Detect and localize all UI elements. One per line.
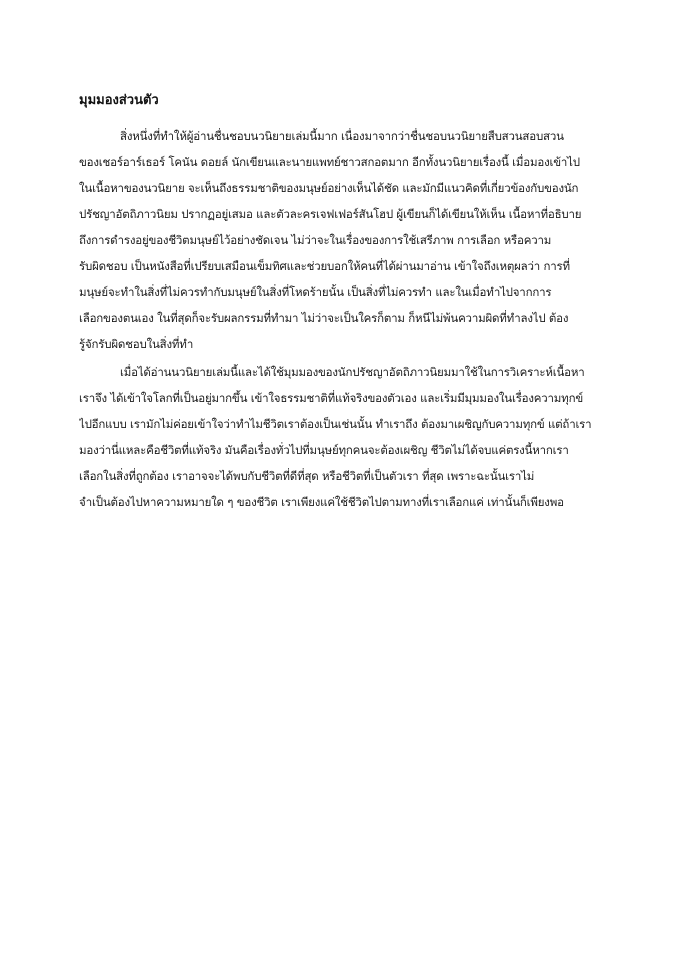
paragraph-2-line-4: มองว่านี่แหละคือชีวิตที่แท้จริง มันคือเรื่องทั่วไปที่มนุษย์ทุกคนจะต้องเผชิญ ชีวิตไม่ได้จบแค่ตรงนี้หากเรา — [79, 443, 569, 457]
paragraph-2-line-3: ไปอีกแบบ เรามักไม่ค่อยเข้าใจว่าทำไมชีวิตเราต้องเป็นเช่นนั้น ทำเราถึง ต้องมาเผชิญกับความทุกข์ แต่ถ้าเรา — [79, 417, 592, 431]
paragraph-1-line-5: ถึงการดำรงอยู่ของชีวิตมนุษย์ไว้อย่างชัดเจน ไม่ว่าจะในเรื่องของการใช้เสรีภาพ การเลือก หรือความ — [79, 233, 552, 247]
paragraph-1-line-7: มนุษย์จะทำในสิ่งที่ไม่ควรทำกับมนุษย์ในสิ่งที่โหดร้ายนั้น เป็นสิ่งที่ไม่ควรทำ และในเมื่อทำไปจากการ — [79, 285, 552, 299]
paragraph-2-line-6: จำเป็นต้องไปหาความหมายใด ๆ ของชีวิต เราเพียงแค่ใช้ชีวิตไปตามทางที่เราเลือกแค่ เท่านั้นก็เพียงพอ — [79, 495, 564, 509]
paragraph-2-line-2: เราจึง ได้เข้าใจโลกที่เป็นอยู่มากขึ้น เข้าใจธรรมชาติที่แท้จริงของตัวเอง และเริ่มมีมุมมองในเรื่องความทุกข์ — [79, 391, 583, 405]
paragraph-1-line-4: ปรัชญาอัตถิภาวนิยม ปรากฏอยู่เสมอ และตัวละครเจฟเฟอร์สันโฮป ผู้เขียนก็ได้เขียนให้เห็น เนื้อหาที่อธิบาย — [79, 207, 582, 221]
paragraph-1-line-8: เลือกของตนเอง ในที่สุดก็จะรับผลกรรมที่ทำมา ไม่ว่าจะเป็นใครก็ตาม ก็หนีไม่พ้นความผิดที่ทำลงไป ต้อง — [79, 311, 569, 325]
section-heading: มุมมองส่วนตัว — [79, 93, 159, 108]
paragraph-2-line-5: เลือกในสิ่งที่ถูกต้อง เราอาจจะได้พบกับชีวิตที่ดีที่สุด หรือชีวิตที่เป็นตัวเรา ที่สุด เพราะฉะนั้นเราไม่ — [79, 469, 535, 483]
paragraph-1-line-9: รู้จักรับผิดชอบในสิ่งที่ทำ — [79, 337, 194, 351]
paragraph-1-line-1: สิ่งหนึ่งที่ทำให้ผู้อ่านชื่นชอบนวนิยายเล่มนี้มาก เนื่องมาจากว่าชื่นชอบนวนิยายสืบสวนสอบสวน — [120, 129, 564, 143]
paragraph-1-line-3: ในเนื้อหาของนวนิยาย จะเห็นถึงธรรมชาติของมนุษย์อย่างเห็นได้ชัด และมักมีแนวคิดที่เกี่ยวข้องกับของนัก — [79, 181, 579, 195]
paragraph-1-line-2: ของเชอร์อาร์เธอร์ โคนัน ดอยล์ นักเขียนและนายแพทย์ชาวสกอตมาก อีกทั้งนวนิยายเรื่องนี้ เมื่อมองเข้าไป — [79, 155, 580, 169]
paragraph-2-line-1: เมื่อได้อ่านนวนิยายเล่มนี้และได้ใช้มุมมองของนักปรัชญาอัตถิภาวนิยมมาใช้ในการวิเคราะห์เนื้อหา — [120, 365, 585, 379]
paragraph-1-line-6: รับผิดชอบ เป็นหนังสือที่เปรียบเสมือนเข็มทิศและช่วยบอกให้คนที่ได้ผ่านมาอ่าน เข้าใจถึงเหตุผลว่า การที่ — [79, 259, 570, 273]
